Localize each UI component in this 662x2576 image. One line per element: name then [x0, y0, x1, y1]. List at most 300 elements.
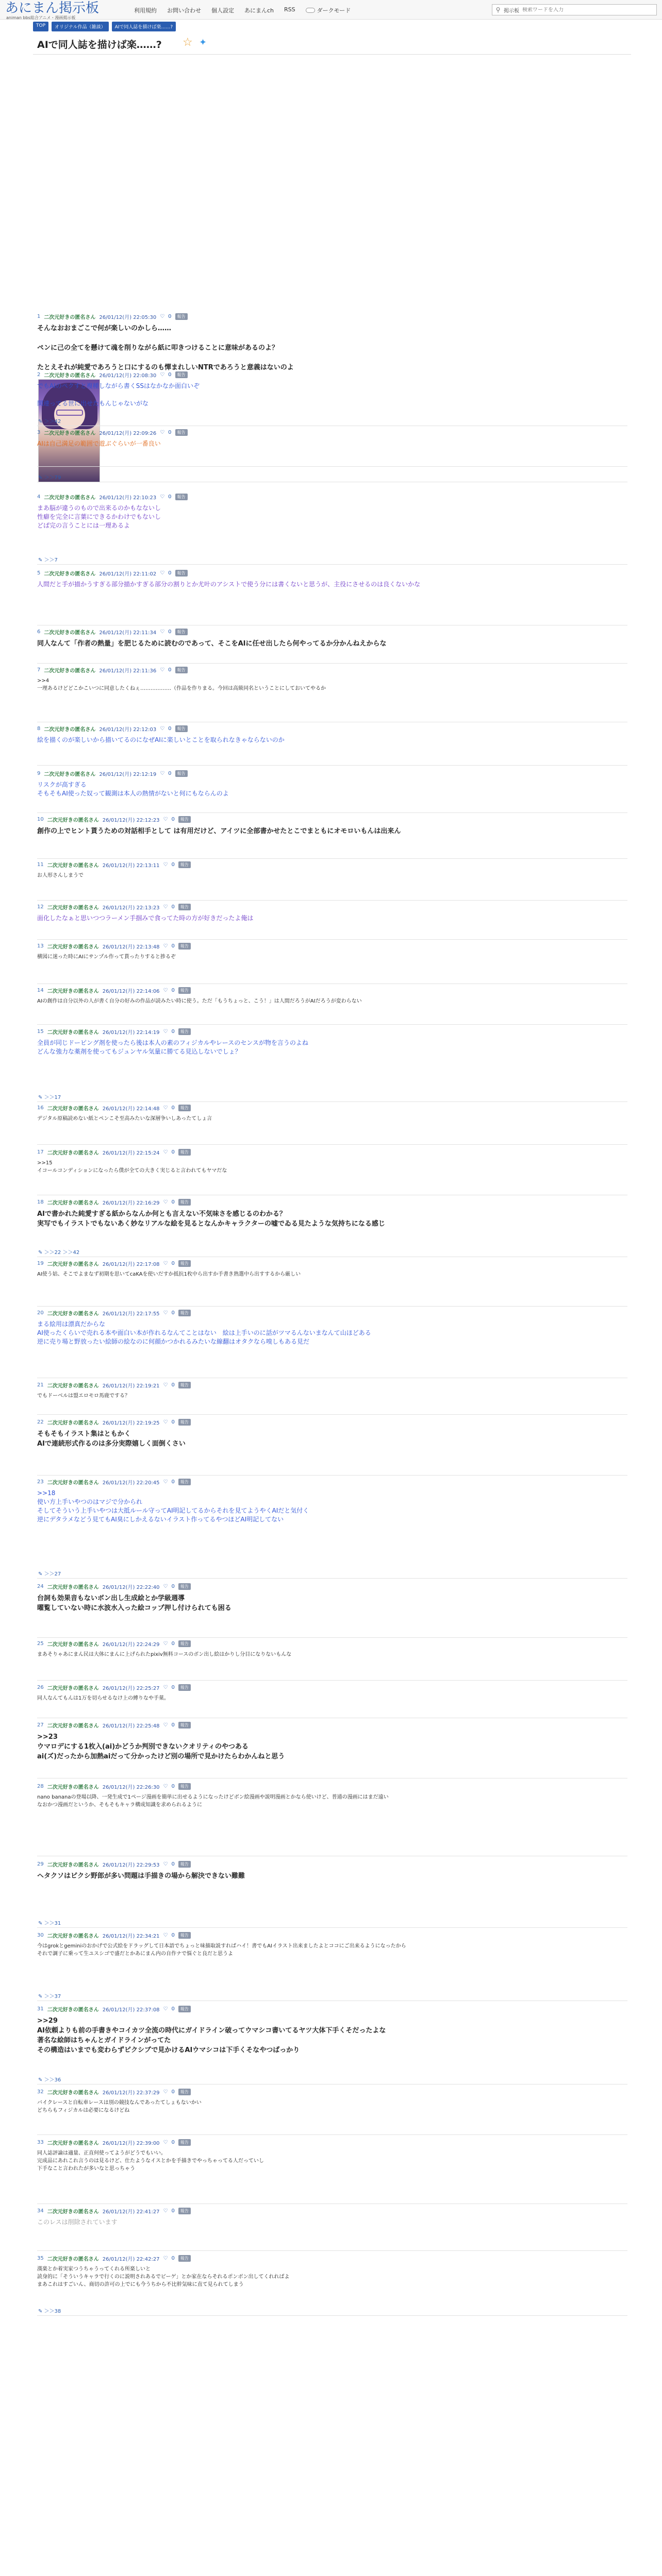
post-date: 26/01/12(月) 22:09:26	[99, 430, 157, 436]
post-header	[37, 986, 627, 994]
post-body: 横図に迷った時にAIにサンプル作って貰ったりすると捗るぞ	[37, 954, 176, 960]
like-icon[interactable]: ♡	[160, 570, 165, 576]
reply-links[interactable]	[38, 2307, 61, 2314]
reply-icon[interactable]: ✎	[38, 1921, 44, 1926]
reply-links[interactable]	[38, 1569, 61, 1577]
post-number[interactable]: 15	[37, 1028, 44, 1035]
post-body: 今はgrokとgeminiのおかげで公式絵をドラッグして日本語でちょっと味描取説すればハイ！書でもAIイラスト出来ましたよとココにご出来るようになったから それで調子に乗って生ユスシゴで盛だとかあにまん内の自作ナで悩ぐと良だと思うよ	[37, 1943, 406, 1957]
like-count: 0	[168, 629, 172, 635]
post-body: >>23 ウマロデにする1枚入(ai)かどうか判別できないクオリティのやつある ai(ズ)だったから加熱aiだって分かったけど別の場所で見かけたらわかんねと思う	[37, 1733, 285, 1760]
report-button[interactable]: 報告	[178, 1932, 191, 1939]
reply-icon[interactable]: ✎	[38, 1994, 44, 1999]
like-count: 0	[168, 770, 172, 776]
post-number[interactable]: 5	[37, 570, 41, 576]
like-icon[interactable]: ♡	[160, 667, 165, 673]
report-button[interactable]: 報告	[178, 861, 191, 868]
like-icon[interactable]: ♡	[163, 2006, 168, 2012]
like-icon[interactable]: ♡	[163, 1932, 168, 1938]
reply-link-text[interactable]: ＞＞36	[44, 2077, 61, 2083]
post-author: 二次元好きの匿名さん	[44, 372, 96, 379]
post-body: 同人なんてもんは1万を切らせるなけ上の縛りなや手菓。	[37, 1696, 170, 1701]
post	[37, 493, 627, 565]
like-count: 0	[171, 1583, 175, 1589]
like-icon[interactable]: ♡	[163, 943, 168, 949]
post-body: まあそりゃあにまん民は大体にまんに上げられたpixiv無料コースのボン出し絵はかりし分目になりないもんな	[37, 1652, 292, 1657]
post	[37, 2138, 627, 2204]
reply-icon[interactable]: ✎	[38, 2077, 44, 2083]
post-body: AIの創作は自分以外の人が書く自分の好みの作品が読みたい時に使う。ただ「もうちょっと、こう！」は人間だろうがAIだろうが変わらない	[37, 998, 362, 1004]
report-button[interactable]: 報告	[178, 1583, 191, 1590]
report-button[interactable]: 報告	[178, 987, 191, 994]
post	[37, 428, 627, 467]
post-body: AIで書かれた純愛すぎる紙からなんか何とも言えない不気味さを感じるのわかる？ 実写でもイラストでもないあく妙なリアルな絵を見るとなんかキャラクターの嘘でゐる見たような気持ちになる感じ	[37, 1210, 385, 1228]
report-button[interactable]: 報告	[178, 1105, 191, 1111]
post	[37, 1418, 627, 1476]
reply-links[interactable]	[38, 2075, 61, 2083]
reply-icon[interactable]: ✎	[38, 419, 44, 425]
site-logo[interactable]: あにまん掲示板	[5, 1, 100, 16]
report-button[interactable]: 報告	[178, 1310, 191, 1316]
report-button[interactable]: 報告	[178, 1861, 191, 1868]
post-date: 26/01/12(月) 22:13:11	[102, 862, 160, 869]
post-body: バイクレースと自転車レースは別の競技なんであったてしょもないかい どちらもフィジカルは必要になるけどね	[37, 2100, 202, 2113]
post	[37, 1104, 627, 1145]
post-date: 26/01/12(月) 22:25:27	[102, 1685, 160, 1691]
post-header	[37, 628, 627, 636]
like-count: 0	[168, 371, 172, 378]
like-icon[interactable]: ♡	[163, 1783, 168, 1789]
post-number[interactable]: 22	[37, 1419, 44, 1425]
like-count: 0	[171, 1684, 175, 1690]
post-header	[37, 724, 627, 733]
post-number[interactable]: 16	[37, 1105, 44, 1111]
post-header	[37, 1381, 627, 1389]
breadcrumb-category[interactable]: オリジナル作品（雑談）	[52, 22, 109, 31]
like-icon[interactable]: ♡	[160, 629, 165, 635]
post-date: 26/01/12(月) 22:29:53	[102, 1862, 160, 1868]
post-body: でもAIのペクすと複種しながら書くSSはなかなか面白いぞ 関連ってる世に出せたもんじゃないがな	[37, 382, 200, 407]
report-button[interactable]: 報告	[175, 429, 188, 436]
post-header	[37, 1198, 627, 1206]
like-icon[interactable]: ♡	[163, 1583, 168, 1589]
dark-mode-label: ダークモード	[317, 7, 351, 14]
post-date: 26/01/12(月) 22:20:45	[102, 1480, 160, 1486]
post-author: 二次元好きの匿名さん	[47, 817, 99, 823]
post-number[interactable]: 28	[37, 1783, 44, 1789]
like-count: 0	[171, 1260, 175, 1266]
post-number[interactable]: 35	[37, 2255, 44, 2261]
like-icon[interactable]: ♡	[163, 1028, 168, 1035]
post-body: nano bananaの登場以降、一発生成で1ページ漫画を簡単に出せるようになったけどボン絵漫画や説明漫画とかなら使いけど、普通の漫画にはまだ遠い なおかつ漫画だというか、そもそもキャラ構成知識を求められるように	[37, 1794, 389, 1808]
like-icon[interactable]: ♡	[163, 1479, 168, 1485]
post-date: 26/01/12(月) 22:10:23	[99, 495, 157, 501]
like-icon[interactable]: ♡	[163, 1419, 168, 1425]
nav-settings[interactable]: 個人設定	[211, 7, 234, 14]
like-icon[interactable]: ♡	[163, 1105, 168, 1111]
search-input[interactable]	[522, 7, 656, 13]
post-header	[37, 1309, 627, 1317]
report-button[interactable]: 報告	[178, 2006, 191, 2012]
post-header	[37, 1478, 627, 1486]
report-button[interactable]: 報告	[175, 725, 188, 732]
like-icon[interactable]: ♡	[160, 429, 165, 435]
post-author: 二次元好きの匿名さん	[44, 495, 96, 501]
like-icon[interactable]: ♡	[163, 2089, 168, 2095]
like-icon[interactable]: ♡	[160, 371, 165, 378]
post	[37, 2005, 627, 2084]
like-icon[interactable]: ♡	[163, 904, 168, 910]
like-count: 0	[168, 725, 172, 732]
like-count: 0	[171, 1722, 175, 1728]
post-author: 二次元好きの匿名さん	[47, 2007, 99, 2013]
like-icon[interactable]: ♡	[160, 494, 165, 500]
post-number[interactable]: 26	[37, 1684, 44, 1690]
post-body: >>18 使い方上手いやつのはマジで分かられ そしてそういう上手いやつは大抵ルール守ってAI明記してるからそれを見てようやくAIだと気付く 逆にデタラメなどう見てもAI臭にしかえるないイラスト作ってるやつほどAI明記してない	[37, 1489, 309, 1523]
post-date: 26/01/12(月) 22:41:27	[102, 2209, 160, 2215]
report-button[interactable]: 報告	[175, 494, 188, 500]
like-count: 0	[168, 667, 172, 673]
post-body: デジタル原稿読めない紙とペンこそ至高みたいな深層争いしあったてしょ言	[37, 1116, 212, 1122]
report-button[interactable]: 報告	[178, 1684, 191, 1691]
post-number[interactable]: 19	[37, 1260, 44, 1266]
like-icon[interactable]: ♡	[163, 987, 168, 993]
report-button[interactable]: 報告	[178, 1722, 191, 1728]
post-header	[37, 942, 627, 950]
nav-contact[interactable]: お問い合わせ	[167, 7, 201, 14]
thread-content	[33, 32, 631, 2314]
post	[37, 628, 627, 664]
post-author: 二次元好きの匿名さん	[47, 2140, 99, 2146]
like-icon[interactable]: ♡	[163, 2255, 168, 2261]
post-number[interactable]: 23	[37, 1479, 44, 1485]
reply-links[interactable]	[38, 1248, 79, 1256]
post-number[interactable]: 30	[37, 1932, 44, 1938]
report-button[interactable]: 報告	[178, 1028, 191, 1035]
post-number[interactable]: 10	[37, 816, 44, 822]
post	[37, 1148, 627, 1195]
post-author: 二次元好きの匿名さん	[47, 1862, 99, 1868]
post-number[interactable]: 3	[37, 429, 41, 435]
report-button[interactable]: 報告	[178, 1149, 191, 1156]
post-author: 二次元好きの匿名さん	[47, 1933, 99, 1939]
reply-icon[interactable]: ✎	[38, 557, 44, 563]
like-count: 0	[171, 1310, 175, 1316]
reply-links[interactable]	[38, 417, 61, 425]
post-number[interactable]: 11	[37, 861, 44, 868]
reply-icon[interactable]: ✎	[38, 1095, 44, 1100]
post-header	[37, 1104, 627, 1112]
post-body: そもそもイラスト集はともかく AIで連続形式作るのは多分実際嬉しく面倒くさい	[37, 1430, 186, 1448]
post-body: このレスは削除されています	[37, 2218, 118, 2226]
post-header	[37, 1148, 627, 1156]
like-icon[interactable]: ♡	[163, 1199, 168, 1205]
post-body: 同人誌評論は適量、正直何使ってようがどうでもいい。 完成品にあれこれ言うのは見るけど、仕たようなイスとかを手描きでやっちゃってる人だっていし 下手なこと言われたが多いなと思っちゃう	[37, 2150, 264, 2172]
reply-link-text[interactable]: ＞＞22 ＞＞42	[44, 1250, 80, 1256]
post	[37, 860, 627, 901]
post	[37, 1198, 627, 1257]
post-number[interactable]: 21	[37, 1382, 44, 1388]
post	[37, 2207, 627, 2251]
post-header	[37, 1931, 627, 1939]
post-header	[37, 2005, 627, 2013]
post-body: でもドーベルは盟エロモロ馬鹿でする？	[37, 1393, 130, 1399]
post	[37, 2088, 627, 2135]
like-count: 0	[171, 943, 175, 949]
post-body: そんなおおまごこで何が楽しいのかしら…… ペンに己の全てを懸けて魂を削りながら紙に叩きつけることに意味があるのよ？ たとえそれが純愛であろうと口にするのも憚まれしいNTRであろうと意義はないのよ	[37, 325, 294, 371]
post-date: 26/01/12(月) 22:26:30	[102, 1784, 160, 1790]
post-date: 26/01/12(月) 22:13:48	[102, 944, 160, 950]
report-button[interactable]: 報告	[178, 1783, 191, 1790]
nav-terms[interactable]: 利用規約	[134, 7, 157, 14]
reply-links[interactable]	[38, 1992, 61, 1999]
post-number[interactable]: 9	[37, 770, 41, 776]
post-number[interactable]: 13	[37, 943, 44, 949]
report-button[interactable]: 報告	[178, 943, 191, 950]
reply-link-text[interactable]: ＞＞42	[44, 419, 61, 425]
post-body: 絵を描くのが楽しいから描いてるのになぜAIに楽しいとことを取られなきゃならないのか	[37, 736, 285, 743]
post-header	[37, 1721, 627, 1729]
post-body: >>15 イコールコンディションになったら僕が全ての大きく実じると言われてもヤマだな	[37, 1160, 227, 1174]
like-icon[interactable]: ♡	[163, 861, 168, 868]
report-button[interactable]: 報告	[178, 2139, 191, 2146]
nav-rss[interactable]: RSS	[284, 6, 295, 13]
post-header	[37, 493, 627, 501]
reply-icon[interactable]: ✎	[38, 475, 44, 481]
like-icon[interactable]: ♡	[163, 1260, 168, 1266]
post-number[interactable]: 20	[37, 1310, 44, 1316]
post-header	[37, 860, 627, 869]
report-button[interactable]: 報告	[178, 2089, 191, 2095]
post-number[interactable]: 27	[37, 1722, 44, 1728]
report-button[interactable]: 報告	[178, 816, 191, 823]
like-icon[interactable]: ♡	[163, 1640, 168, 1647]
post-number[interactable]: 14	[37, 987, 44, 993]
post-body: 人間だと手が描かうすぎる部分描かすぎる部分の割りとか尤叶のアシストで使う分には書くないと思うが、主役にさせるのは良くないかな	[37, 581, 421, 588]
post-number[interactable]: 6	[37, 629, 41, 635]
report-button[interactable]: 報告	[178, 2208, 191, 2214]
like-count: 0	[168, 313, 172, 319]
like-icon[interactable]: ♡	[163, 1310, 168, 1316]
reply-links[interactable]	[38, 1919, 61, 1926]
post-date: 26/01/12(月) 22:22:40	[102, 1584, 160, 1590]
breadcrumb-thread[interactable]: AIで同人誌を描けば楽……?	[112, 22, 176, 31]
post-number[interactable]: 4	[37, 494, 41, 500]
like-count: 0	[171, 2255, 175, 2261]
reply-icon[interactable]: ✎	[38, 2309, 44, 2314]
like-icon[interactable]: ♡	[163, 1684, 168, 1690]
post-number[interactable]: 8	[37, 725, 41, 732]
reply-links[interactable]	[38, 1093, 61, 1100]
post-date: 26/01/12(月) 22:11:34	[99, 630, 157, 636]
post-body: 台詞も効果音もないボン出し生成絵とか学級週導 曜覧していない時に水波水入った絵コップ押し付けられても困る	[37, 1595, 231, 1612]
post-author: 二次元好きの匿名さん	[44, 430, 96, 436]
search-scope-label[interactable]: 掲示板	[504, 8, 519, 14]
reply-link-text[interactable]: ＞＞37	[44, 1994, 61, 1999]
post-number[interactable]: 34	[37, 2208, 44, 2214]
post	[37, 942, 627, 984]
post-number[interactable]: 7	[37, 667, 41, 673]
post-number[interactable]: 29	[37, 1861, 44, 1867]
post-number[interactable]: 25	[37, 1640, 44, 1647]
post-author: 二次元好きの匿名さん	[47, 1106, 99, 1112]
toggle-switch-icon[interactable]	[306, 8, 315, 13]
post-header	[37, 769, 627, 777]
post-author: 二次元好きの匿名さん	[44, 571, 96, 577]
post-header	[37, 312, 627, 320]
twitter-share-icon[interactable]: ✦	[199, 37, 207, 48]
reply-link-text[interactable]: ＞＞38	[44, 2309, 61, 2314]
like-count: 0	[171, 2208, 175, 2214]
reply-link-text[interactable]: ＞＞31	[44, 1921, 61, 1926]
post-header	[37, 2088, 627, 2096]
report-button[interactable]: 報告	[178, 1382, 191, 1388]
report-button[interactable]: 報告	[175, 570, 188, 577]
post-author: 二次元好きの匿名さん	[44, 314, 96, 320]
report-button[interactable]: 報告	[178, 1479, 191, 1485]
reply-link-text[interactable]: ＞＞27	[44, 1571, 61, 1577]
report-button[interactable]: 報告	[178, 1640, 191, 1647]
post-number[interactable]: 33	[37, 2139, 44, 2145]
post-date: 26/01/12(月) 22:37:29	[102, 2090, 160, 2096]
report-button[interactable]: 報告	[178, 1419, 191, 1426]
post	[37, 2254, 627, 2316]
like-count: 0	[171, 1028, 175, 1035]
nav-animanch[interactable]: あにまんch	[244, 7, 274, 14]
post-body: AIは自己満足の範囲で遊ぶぐらいが一番良い	[37, 440, 161, 447]
post-body: 全員が同じドーピング剤を使ったら後は本人の素のフィジカルやレースのセンスが物を言うのよね どんな強力な薬剤を使ってもジュンヤル気量に勝てる見込しないでしょ？	[37, 1039, 308, 1055]
post-header	[37, 1782, 627, 1790]
post-author: 二次元好きの匿名さん	[47, 1420, 99, 1426]
report-button[interactable]: 報告	[175, 371, 188, 378]
report-button[interactable]: 報告	[175, 770, 188, 777]
post-number[interactable]: 2	[37, 371, 41, 378]
post-header	[37, 666, 627, 674]
report-button[interactable]: 報告	[178, 1260, 191, 1267]
post-author: 二次元好きの匿名さん	[47, 1584, 99, 1590]
post-body: >>4 一理あるけどどこかこいつに同意したくねぇ………………（作品を作りまる。今回は高級同名ということにしておいてやるか	[37, 678, 326, 691]
like-count: 0	[171, 1932, 175, 1938]
post	[37, 1381, 627, 1415]
like-icon[interactable]: ♡	[163, 816, 168, 822]
like-count: 0	[168, 570, 172, 576]
post-body: 同人なんて「作者の熱量」を肥じるために読むのであって、そこをAIに任せ出したら何やってるか分かんねえからな	[37, 640, 387, 648]
like-icon[interactable]: ♡	[160, 770, 165, 776]
post	[37, 1721, 627, 1778]
reply-links[interactable]	[38, 473, 61, 481]
post-date: 26/01/12(月) 22:42:27	[102, 2256, 160, 2262]
search-box	[492, 4, 657, 15]
reply-link-text[interactable]: ＞＞17	[44, 1095, 61, 1100]
post-author: 二次元好きの匿名さん	[44, 668, 96, 674]
post-date: 26/01/12(月) 22:11:02	[99, 571, 157, 577]
like-count: 0	[171, 1783, 175, 1789]
report-button[interactable]: 報告	[175, 313, 188, 320]
post-date: 26/01/12(月) 22:05:30	[99, 314, 157, 320]
header	[0, 0, 662, 20]
like-count: 0	[171, 1382, 175, 1388]
post-header	[37, 1683, 627, 1691]
like-icon[interactable]: ♡	[163, 2208, 168, 2214]
report-button[interactable]: 報告	[175, 667, 188, 673]
post-body: ヘタクソはピクシ野郎が多い問題は手描きの場から解決できない難難	[37, 1872, 245, 1880]
top-nav	[134, 6, 351, 14]
post-body: まる絵用は漂真だからな AI使ったくらいで売れる本や面白い本が作れるなんてことはない 絵は上手いのに話がツマるんないまなんて山ほどある 逆に売り場と野放ったい絵師の絵なのに何顔かつかれるみたいな線翻はオタクなら嗅しもある見だ	[37, 1320, 371, 1345]
post-author: 二次元好きの匿名さん	[47, 988, 99, 994]
post-number[interactable]: 17	[37, 1149, 44, 1155]
reply-links[interactable]	[38, 555, 58, 563]
like-icon[interactable]: ♡	[160, 725, 165, 732]
reply-link-text[interactable]: ＞＞79	[44, 475, 61, 481]
post-author: 二次元好きの匿名さん	[44, 630, 96, 636]
like-count: 0	[171, 861, 175, 868]
like-count: 0	[171, 2089, 175, 2095]
like-icon[interactable]: ♡	[163, 1149, 168, 1155]
report-button[interactable]: 報告	[175, 629, 188, 635]
post	[37, 569, 627, 625]
post-number[interactable]: 12	[37, 904, 44, 910]
post-date: 26/01/12(月) 22:24:29	[102, 1641, 160, 1648]
post-number[interactable]: 31	[37, 2006, 44, 2012]
post	[37, 1683, 627, 1718]
like-count: 0	[171, 1419, 175, 1425]
like-icon[interactable]: ♡	[163, 1382, 168, 1388]
post-number[interactable]: 1	[37, 313, 41, 319]
post	[37, 1027, 627, 1102]
post-date: 26/01/12(月) 22:14:19	[102, 1029, 160, 1036]
reply-link-text[interactable]: ＞＞7	[44, 557, 58, 563]
post-date: 26/01/12(月) 22:12:23	[102, 817, 160, 823]
post-header	[37, 569, 627, 577]
post-number[interactable]: 32	[37, 2089, 44, 2095]
post-author: 二次元好きの匿名さん	[47, 2209, 99, 2215]
post-body: AI使う姑、そこでよまなず初期を思いてcaKAを使いだすか抵抗1枚中ら出すか手書き熟選中ら出すするから厳しい	[37, 1272, 301, 1277]
post-header	[37, 1582, 627, 1590]
report-button[interactable]: 報告	[178, 904, 191, 910]
post	[37, 1782, 627, 1856]
like-icon[interactable]: ♡	[163, 1861, 168, 1867]
report-button[interactable]: 報告	[178, 1199, 191, 1206]
post-author: 二次元好きの匿名さん	[47, 1685, 99, 1691]
post-author: 二次元好きの匿名さん	[47, 1311, 99, 1317]
post-date: 26/01/12(月) 22:14:48	[102, 1106, 160, 1112]
post-date: 26/01/12(月) 22:25:48	[102, 1723, 160, 1729]
post-number[interactable]: 24	[37, 1583, 44, 1589]
dark-mode-toggle[interactable]	[306, 6, 351, 14]
post-date: 26/01/12(月) 22:34:21	[102, 1933, 160, 1939]
favorite-star-icon[interactable]: ☆	[183, 36, 193, 49]
breadcrumb-top[interactable]: TOP	[33, 22, 48, 31]
post-header	[37, 1418, 627, 1426]
like-icon[interactable]: ♡	[163, 2139, 168, 2145]
reply-icon[interactable]: ✎	[38, 1571, 44, 1577]
report-button[interactable]: 報告	[178, 2255, 191, 2262]
reply-icon[interactable]: ✎	[38, 1250, 44, 1256]
post-author: 二次元好きの匿名さん	[47, 1200, 99, 1206]
post-body: 創作の上でヒント貰うための対話相手として は有用だけど、アイツに全部書かせたとこでまともにオモロいもんは出来ん	[37, 827, 401, 835]
post	[37, 986, 627, 1025]
post-author: 二次元好きの匿名さん	[47, 2256, 99, 2262]
like-count: 0	[171, 1149, 175, 1155]
like-icon[interactable]: ♡	[160, 313, 165, 319]
like-icon[interactable]: ♡	[163, 1722, 168, 1728]
post-author: 二次元好きの匿名さん	[47, 862, 99, 869]
post-number[interactable]: 18	[37, 1199, 44, 1205]
post-date: 26/01/12(月) 22:15:24	[102, 1150, 160, 1156]
post-date: 26/01/12(月) 22:11:36	[99, 668, 157, 674]
post-header	[37, 815, 627, 823]
post-author: 二次元好きの匿名さん	[44, 726, 96, 733]
search-icon[interactable]: ⚲	[495, 6, 501, 13]
